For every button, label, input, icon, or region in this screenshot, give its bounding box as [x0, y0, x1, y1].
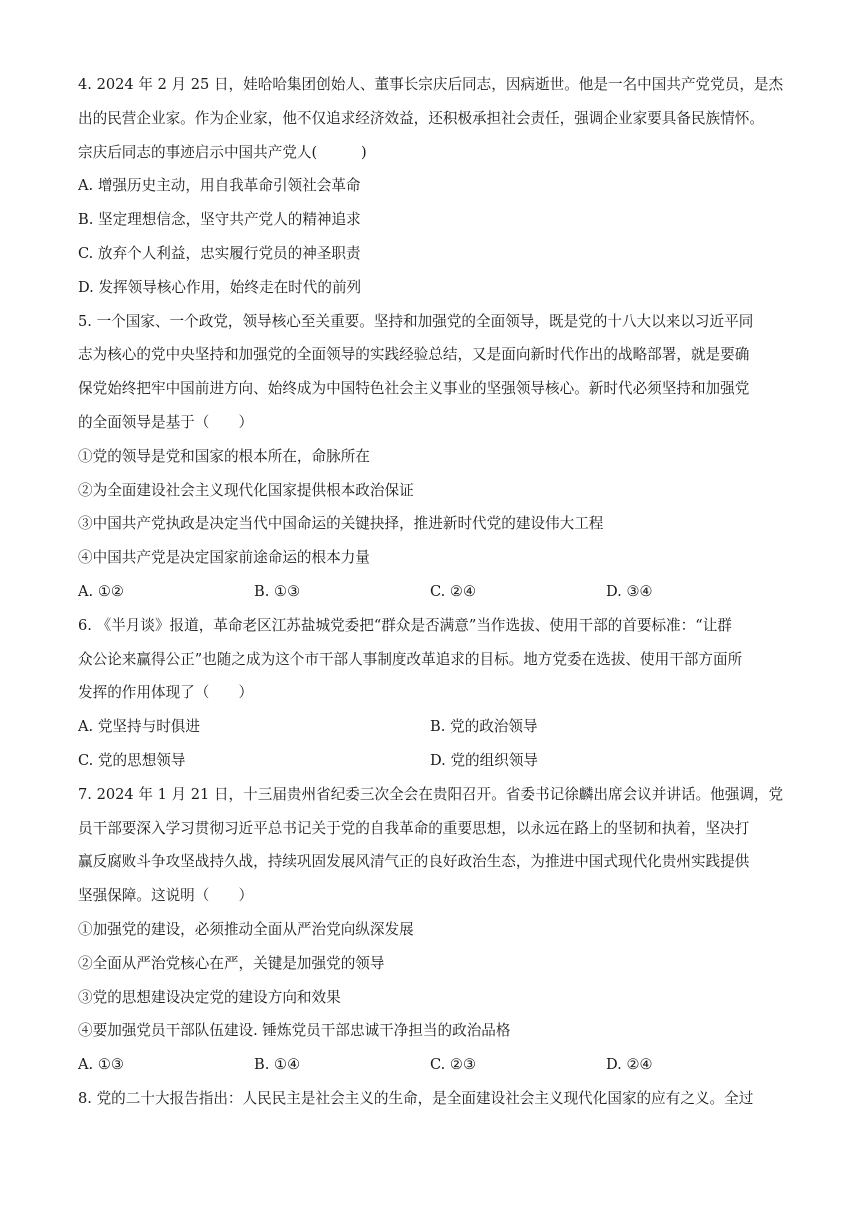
question-stem-line: 发挥的作用体现了（ ） — [78, 684, 254, 702]
choice-c: C. 党的思想领导 — [78, 751, 186, 769]
question-5 — [78, 305, 784, 609]
document-page — [78, 68, 784, 1116]
choice-d: D. ②④ — [606, 1056, 653, 1074]
question-8 — [78, 1082, 784, 1116]
choice-row — [78, 744, 784, 778]
statement-4: ④中国共产党是决定国家前途命运的根本力量 — [78, 549, 370, 567]
question-stem-line: 7. 2024 年 1 月 21 日，十三届贵州省纪委三次全会在贵阳召开。省委书记徐麟出席会议并讲话。他强调，党 — [78, 785, 784, 803]
question-stem-line: 坚强保障。这说明（ ） — [78, 887, 254, 905]
statement-1: ①党的领导是党和国家的根本所在，命脉所在 — [78, 447, 370, 465]
option-c: C. 放弃个人利益，忠实履行党员的神圣职责 — [78, 244, 361, 262]
option-a: A. 增强历史主动，用自我革命引领社会革命 — [78, 177, 361, 195]
choice-a: A. 党坚持与时俱进 — [78, 718, 200, 736]
question-stem-line: 5. 一个国家、一个政党，领导核心至关重要。坚持和加强党的全面领导，既是党的十八大以来以习近平同 — [78, 312, 754, 330]
choice-row — [78, 710, 784, 744]
question-stem-line: 宗庆后同志的事迹启示中国共产党人( ) — [78, 143, 367, 161]
statement-2: ②为全面建设社会主义现代化国家提供根本政治保证 — [78, 481, 414, 499]
choice-a: A. ①② — [78, 582, 124, 600]
question-stem-line: 的全面领导是基于（ ） — [78, 413, 254, 431]
question-7 — [78, 778, 784, 1082]
option-d: D. 发挥领导核心作用，始终走在时代的前列 — [78, 278, 362, 296]
choice-c: C. ②③ — [430, 1056, 477, 1074]
question-6 — [78, 609, 784, 778]
question-stem-line: 众公论来赢得公正”也随之成为这个市干部人事制度改革追求的目标。地方党委在选拔、使用干部方面所 — [78, 650, 743, 668]
question-stem-line: 赢反腐败斗争攻坚战持久战，持续巩固发展风清气正的良好政治生态，为推进中国式现代化贵州实践提供 — [78, 853, 750, 871]
choice-row — [78, 1048, 784, 1082]
choice-b: B. ①④ — [254, 1056, 301, 1074]
question-stem-line: 员干部要深入学习贯彻习近平总书记关于党的自我革命的重要思想，以永远在路上的坚韧和执着，坚决打 — [78, 819, 750, 837]
choice-c: C. ②④ — [430, 582, 477, 600]
statement-4: ④要加强党员干部队伍建设. 锤炼党员干部忠诚干净担当的政治品格 — [78, 1022, 511, 1040]
choice-d: D. 党的组织领导 — [430, 751, 539, 769]
statement-2: ②全面从严治党核心在严，关键是加强党的领导 — [78, 954, 385, 972]
choice-d: D. ③④ — [606, 582, 653, 600]
choice-b: B. 党的政治领导 — [430, 718, 538, 736]
statement-1: ①加强党的建设，必须推动全面从严治党向纵深发展 — [78, 920, 414, 938]
question-4 — [78, 68, 784, 305]
statement-3: ③党的思想建设决定党的建设方向和效果 — [78, 988, 341, 1006]
question-stem-line: 6. 《半月谈》报道，革命老区江苏盐城党委把“群众是否满意”当作选拔、使用干部的首要标准：“让群 — [78, 616, 732, 634]
choice-b: B. ①③ — [254, 582, 301, 600]
question-stem-line: 8. 党的二十大报告指出：人民民主是社会主义的生命，是全面建设社会主义现代化国家的应有之义。全过 — [78, 1089, 754, 1107]
option-b: B. 坚定理想信念，坚守共产党人的精神追求 — [78, 211, 361, 229]
question-stem-line: 出的民营企业家。作为企业家，他不仅追求经济效益，还积极承担社会责任，强调企业家要具备民族情怀。 — [78, 109, 764, 127]
question-stem-line: 志为核心的党中央坚持和加强党的全面领导的实践经验总结，又是面向新时代作出的战略部署，就是要确 — [78, 346, 750, 364]
choice-row — [78, 575, 784, 609]
choice-a: A. ①③ — [78, 1056, 124, 1074]
statement-3: ③中国共产党执政是决定当代中国命运的关键抉择，推进新时代党的建设伟大工程 — [78, 515, 604, 533]
question-stem-line: 4. 2024 年 2 月 25 日，娃哈哈集团创始人、董事长宗庆后同志，因病逝世。他是一名中国共产党党员，是杰 — [78, 76, 784, 93]
question-stem-line: 保党始终把牢中国前进方向、始终成为中国特色社会主义事业的坚强领导核心。新时代必须坚持和加强党 — [78, 380, 750, 398]
